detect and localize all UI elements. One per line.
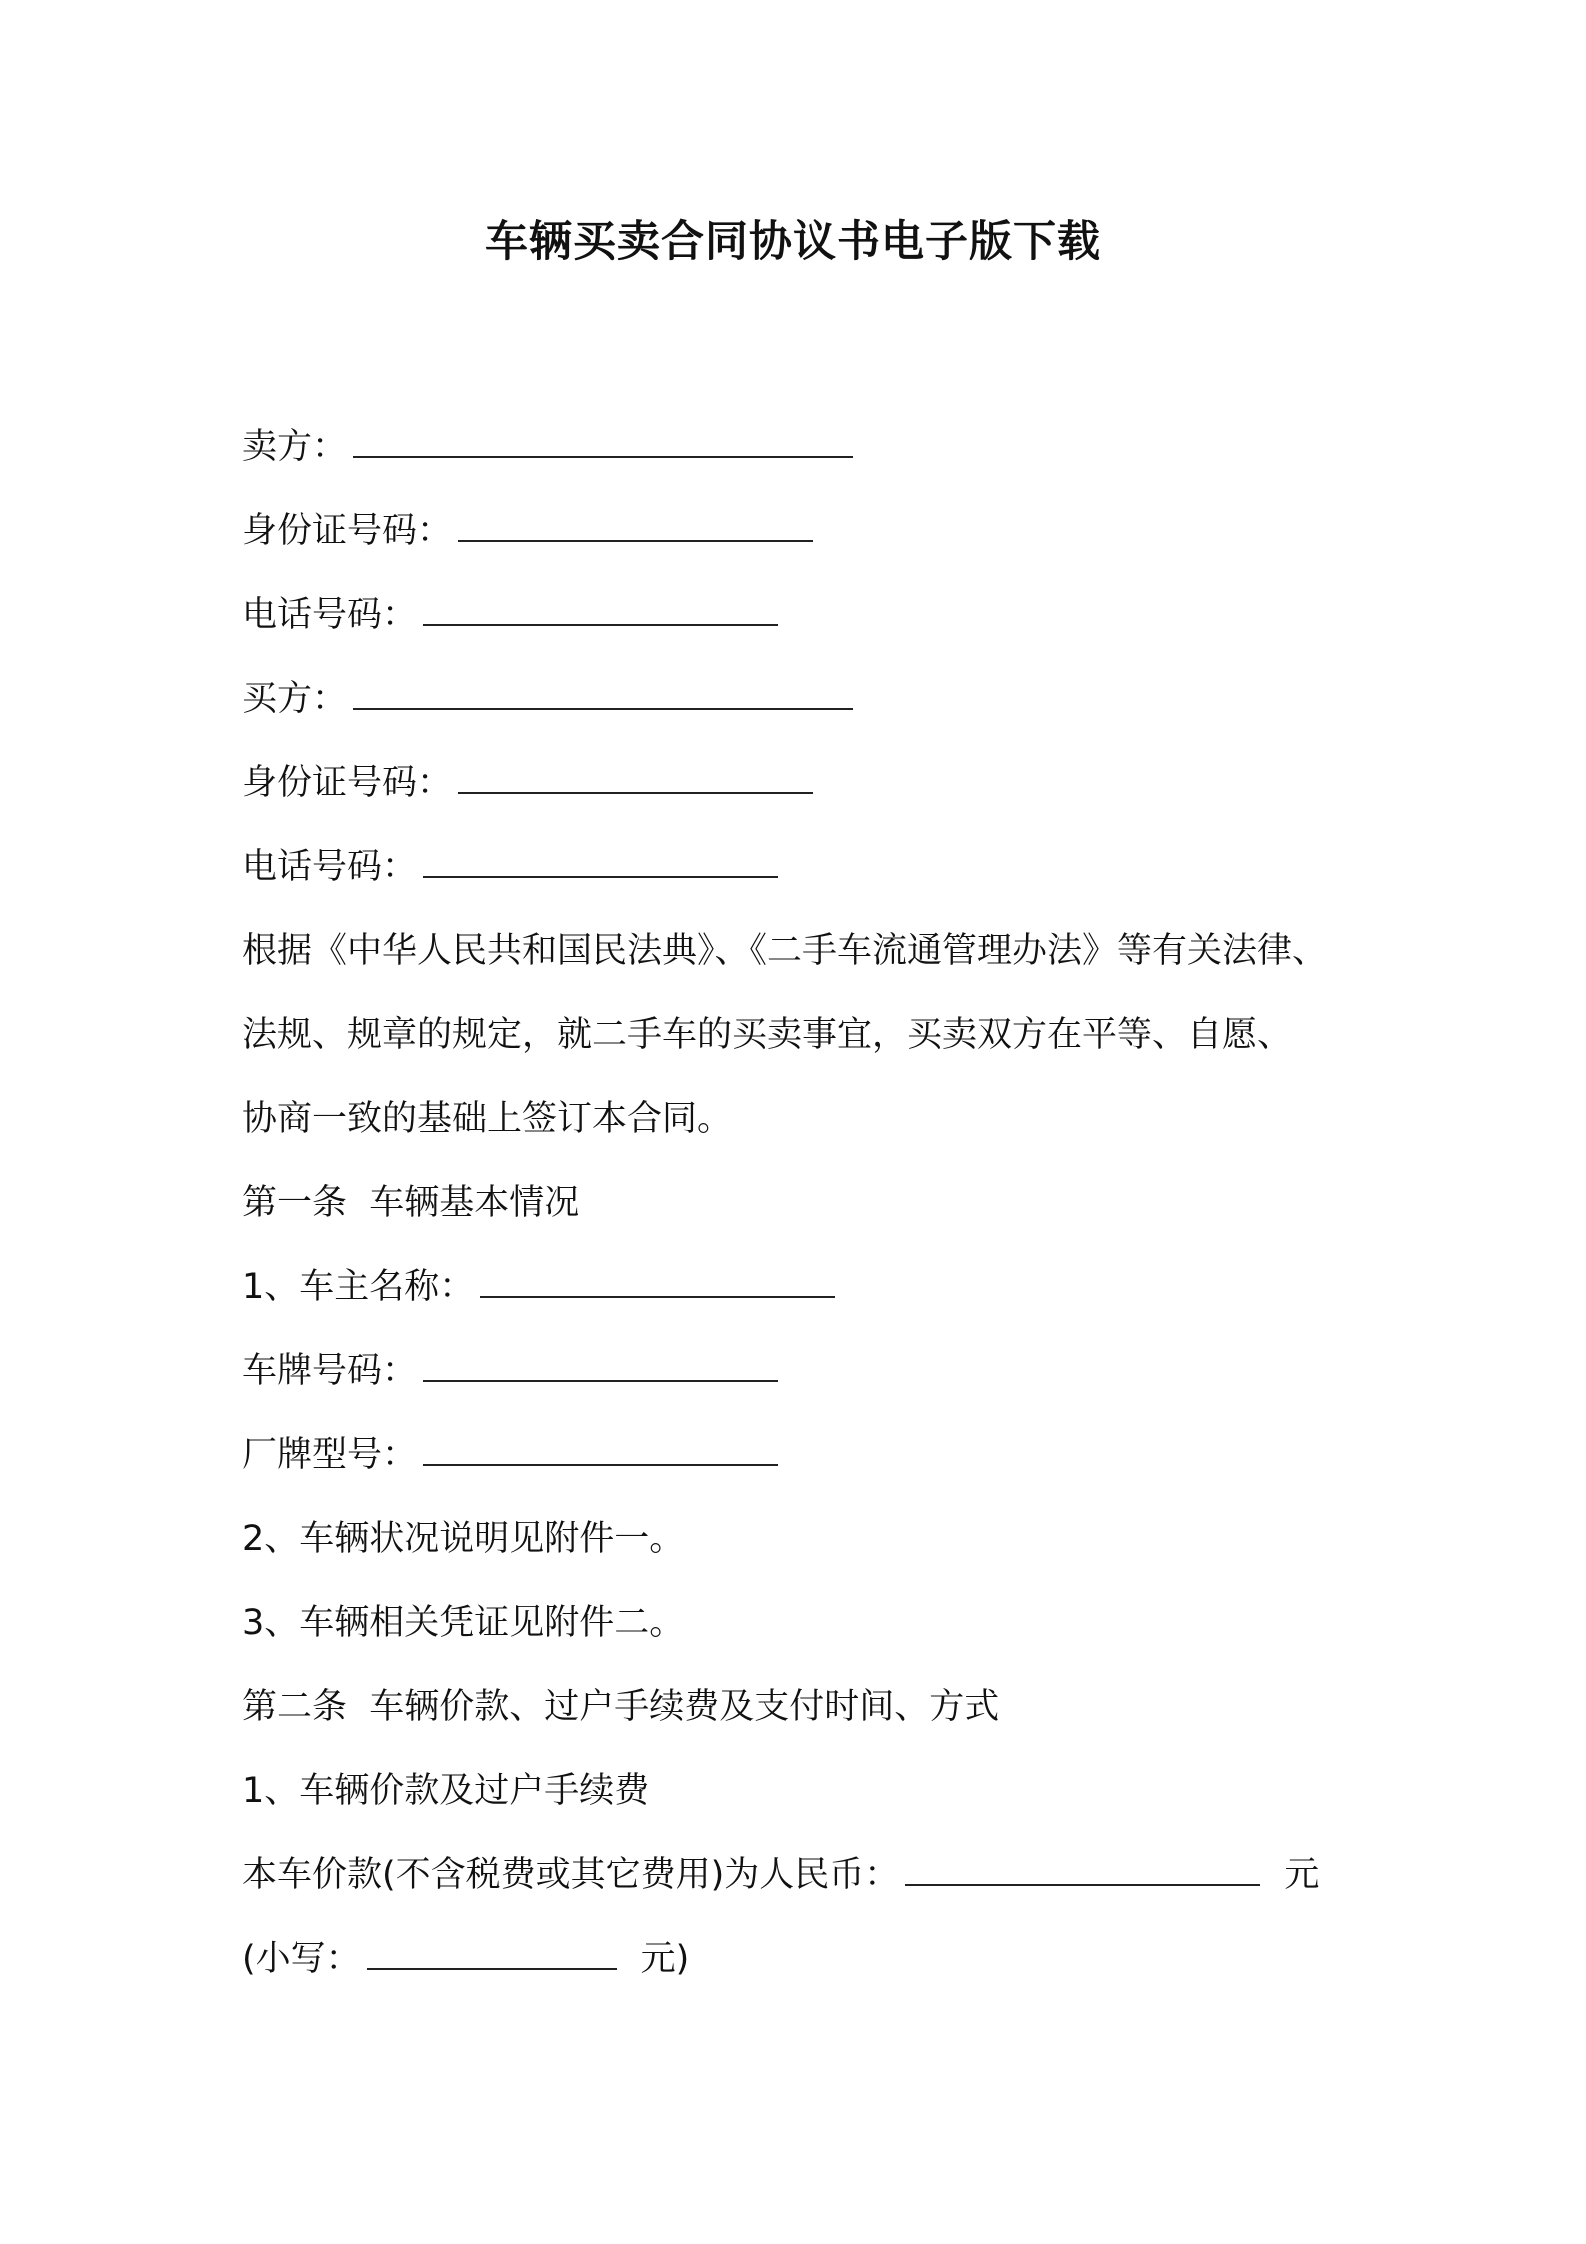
seller-phone-line <box>242 573 1362 657</box>
plate-number-blank[interactable] <box>423 1350 778 1382</box>
seller-id-blank[interactable] <box>458 510 813 542</box>
owner-name-blank[interactable] <box>480 1266 835 1298</box>
article1-heading: 第一条 车辆基本情况 <box>242 1183 580 1223</box>
price-small-unit: 元) <box>640 1939 690 1979</box>
buyer-name-blank[interactable] <box>353 678 853 710</box>
price-label: 本车价款(不含税费或其它费用)为人民币： <box>242 1855 900 1895</box>
price-unit: 元 <box>1284 1855 1320 1895</box>
buyer-line <box>242 657 1362 741</box>
article2-heading: 第二条 车辆价款、过户手续费及支付时间、方式 <box>242 1687 1000 1727</box>
seller-id-label: 身份证号码： <box>242 511 453 551</box>
plate-line <box>242 1329 1362 1413</box>
seller-id-line <box>242 489 1362 573</box>
article1-item3: 3、车辆相关凭证见附件二。 <box>242 1603 685 1643</box>
seller-line <box>242 405 1362 489</box>
article2-sub1: 1、车辆价款及过户手续费 <box>242 1771 650 1811</box>
buyer-id-label: 身份证号码： <box>242 763 453 803</box>
seller-phone-blank[interactable] <box>423 594 778 626</box>
price-line <box>242 1833 1362 1917</box>
preamble-line-3: 协商一致的基础上签订本合同。 <box>242 1099 733 1139</box>
buyer-id-blank[interactable] <box>458 762 813 794</box>
price-small-line <box>242 1917 1362 2001</box>
model-line <box>242 1413 1362 1497</box>
model-label: 厂牌型号： <box>242 1435 418 1475</box>
plate-label: 车牌号码： <box>242 1351 418 1391</box>
price-small-label: (小写： <box>242 1939 361 1979</box>
seller-name-blank[interactable] <box>353 426 853 458</box>
model-blank[interactable] <box>423 1434 778 1466</box>
owner-line <box>242 1245 1362 1329</box>
buyer-phone-label: 电话号码： <box>242 847 418 887</box>
article1-item2: 2、车辆状况说明见附件一。 <box>242 1519 685 1559</box>
price-small-blank[interactable] <box>367 1938 617 1970</box>
document-title: 车辆买卖合同协议书电子版下载 <box>485 217 1101 267</box>
preamble-line-2: 法规、规章的规定，就二手车的买卖事宜，买卖双方在平等、自愿、 <box>242 1015 1293 1055</box>
seller-phone-label: 电话号码： <box>242 595 418 635</box>
preamble-line-1: 根据《中华人民共和国民法典》、《二手车流通管理办法》等有关法律、 <box>242 931 1328 971</box>
buyer-id-line <box>242 741 1362 825</box>
price-blank[interactable] <box>905 1854 1260 1886</box>
seller-label: 卖方： <box>242 427 348 467</box>
owner-label: 1、车主名称： <box>242 1267 475 1307</box>
document-body <box>242 405 1362 2001</box>
buyer-phone-line <box>242 825 1362 909</box>
buyer-label: 买方： <box>242 679 348 719</box>
buyer-phone-blank[interactable] <box>423 846 778 878</box>
